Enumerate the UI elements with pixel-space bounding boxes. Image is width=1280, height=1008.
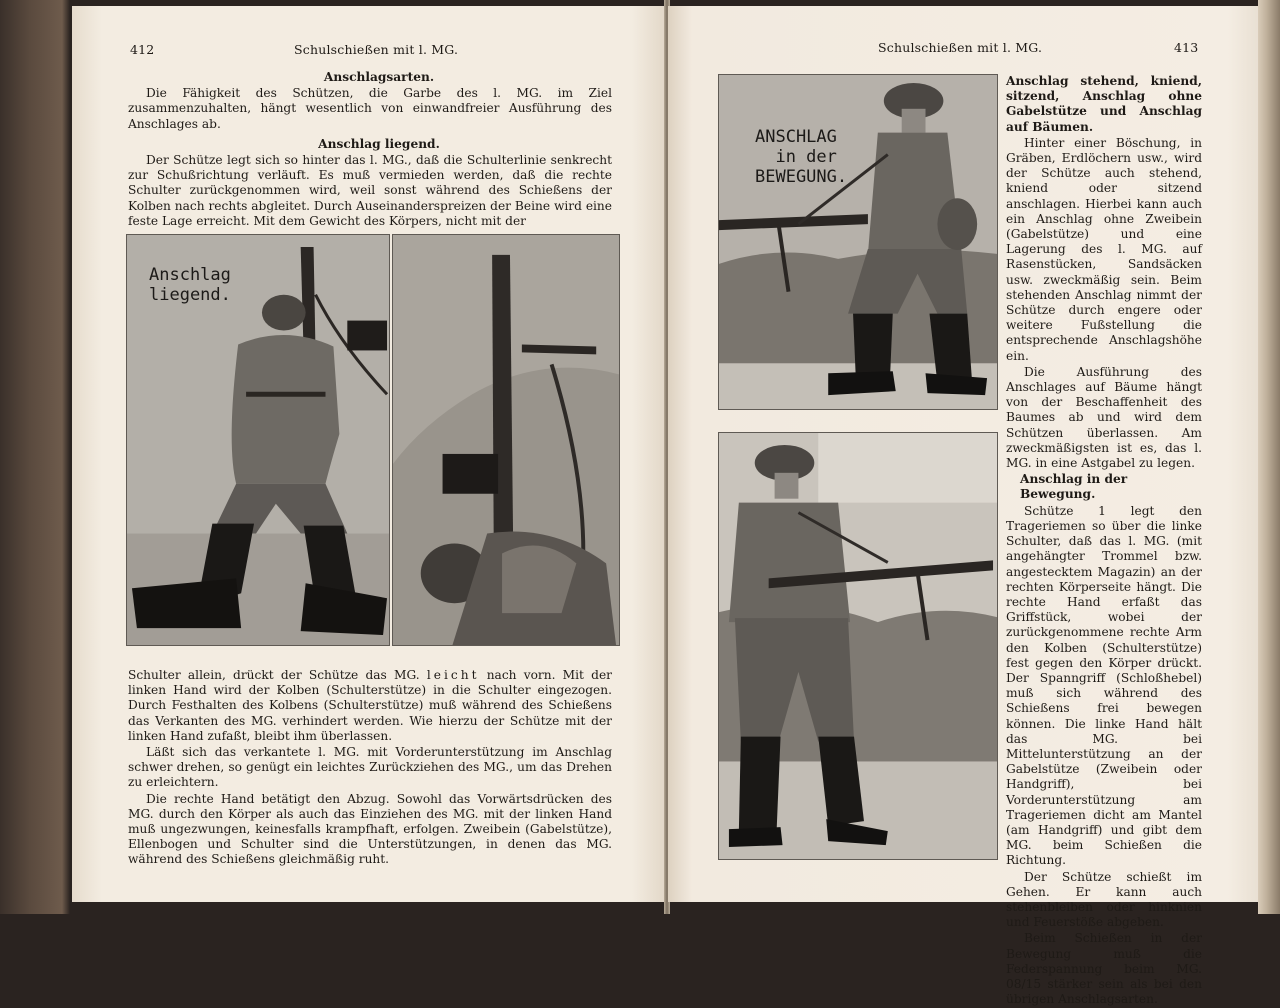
photo-walking-gunner bbox=[718, 432, 998, 860]
walking-gunner-illustration bbox=[719, 433, 997, 859]
para-schulter-allein-end: nach vorn. Mit der linken Hand wird der Kolben (Schulterstütze) in die Schulter eingezogen. Durch Festhalten des Kolbens (Schulterstütze) muß während des Schießens das Verkanten des MG. verhindert werden. Wie hierzu der Schütze mit der linken Hand zufaßt, bleibt ihm überlassen. bbox=[128, 668, 613, 743]
right-column-text bbox=[1006, 74, 1202, 1008]
right-page bbox=[668, 6, 1258, 1007]
para-schulter-allein-spaced: leicht bbox=[426, 668, 480, 682]
page-number-left: 412 bbox=[130, 42, 155, 57]
page-edges bbox=[1258, 0, 1280, 914]
para-schuetze-legt: Der Schütze legt sich so hinter das l. MG., daß die Schulterlinie senkrecht zur Schußrichtung verläuft. Es muß vermieden werden, daß die rechte Schulter zurückgenommen wird, weil sonst während des Schießens der Kolben nach rechts abgleitet. Durch Auseinanderspreizen der Beine wird eine feste Lage erreicht. Mit dem Gewicht des Körpers, nicht mit der bbox=[128, 153, 612, 228]
left-top-text bbox=[128, 70, 612, 230]
para-rechte-hand: Die rechte Hand betätigt den Abzug. Sowohl das Vorwärtsdrücken des MG. durch den Körper als auch das Einziehen des MG. mit der linken Hand muß ungezwungen, keinesfalls krampfhaft, erfolgen. Zweibein (Gabelstütze), Ellenbogen und Schulter sind die Unterstützungen, in denen das MG. während des Schießens gleichmäßig ruht. bbox=[128, 791, 612, 867]
para-verkantete: Läßt sich das verkantete l. MG. mit Vorderunterstützung im Anschlag schwer drehen, so genügt ein leichtes Zurückziehen des MG., um das Drehen zu erleichtern. bbox=[128, 745, 612, 790]
para-schulter-allein-start: Schulter allein, drückt der Schütze das MG. bbox=[128, 668, 420, 682]
heading-anschlagsarten: Anschlagsarten. bbox=[323, 70, 435, 84]
para-schuetze-1: Schütze 1 legt den Trageriemen so über die linke Schulter, daß das l. MG. (mit angehängter Trommel bzw. angestecktem Magazin) an der rechten Körperseite hängt. Die rechte Hand erfaßt das Griffstück, wobei der zurückgenommene rechte Arm den Kolben (Schulterstütze) fest gegen den Körper drückt. Der Spanngriff (Schloßhebel) muß sich während des Schießens frei bewegen können. Die linke Hand hält das MG. bei Mittelunterstützung an der Gabelstütze (Zweibein oder Handgriff), bei Vorderunterstützung am Trageriemen dicht am Mantel (am Handgriff) und gibt dem MG. beim Schießen die Richtung. bbox=[1006, 503, 1202, 868]
para-schulter-allein bbox=[128, 668, 612, 744]
photo-prone-front bbox=[392, 234, 620, 646]
para-federspannung: Beim Schießen in der Bewegung muß die Federspannung beim MG. 08/15 stärker sein als bei den übrigen Anschlagsarten. bbox=[1006, 931, 1202, 1007]
left-bottom-text bbox=[128, 668, 612, 869]
para-hinter-einer-boeschung: Hinter einer Böschung, in Gräben, Erdlöchern usw., wird der Schütze auch stehend, kniend oder sitzend anschlagen. Hierbei kann auch ein Anschlag ohne Zweibein (Gabelstütze) und eine Lagerung des l. MG. auf Rasenstücken, Sandsäcken usw. zweckmäßig sein. Beim stehenden Anschlag nimmt der Schütze durch engere oder weitere Fußstellung die entsprechende Anschlagshöhe ein. bbox=[1006, 135, 1202, 363]
para-faehigkeit: Die Fähigkeit des Schützen, die Garbe des l. MG. im Ziel zusammenzuhalten, hängt wesentlich von einwandfreier Ausführung des Anschlages ab. bbox=[128, 86, 612, 131]
page-number-right: 413 bbox=[1174, 40, 1199, 55]
prone-front-illustration bbox=[393, 235, 619, 645]
heading-anschlag-in-der-bewegung: Anschlag in der Bewegung. bbox=[1020, 472, 1128, 502]
standing-gunner-illustration bbox=[719, 75, 997, 409]
para-ausfuehrung-baeume: Die Ausführung des Anschlages auf Bäume hängt von der Beschaffenheit des Baumes ab und wird dem Schützen überlassen. Am zweckmäßigsten ist es, das l. MG. in eine Astgabel zu legen. bbox=[1006, 364, 1202, 471]
heading-anschlag-liegend: Anschlag liegend. bbox=[318, 136, 440, 151]
para-schiesst-im-gehen: Der Schütze schießt im Gehen. Er kann auch stehenbleiben oder hinknien und Feuerstöße abgeben. bbox=[1006, 869, 1202, 930]
photo-standing-gunner bbox=[718, 74, 998, 410]
running-head-left: Schulschießen mit l. MG. bbox=[294, 42, 459, 57]
heading-anschlag-stehend: Anschlag stehend, kniend, sitzend, Anschlag ohne Gabelstütze und Anschlag auf Bäumen. bbox=[1006, 74, 1202, 134]
stamp-anschlag-in-der-bewegung: ANSCHLAG in der BEWEGUNG. bbox=[755, 127, 848, 187]
photo-prone-gunner bbox=[126, 234, 390, 646]
running-head-right: Schulschießen mit l. MG. bbox=[878, 40, 1043, 55]
left-page bbox=[72, 6, 666, 902]
stamp-anschlag-liegend: Anschlag liegend. bbox=[149, 265, 231, 305]
